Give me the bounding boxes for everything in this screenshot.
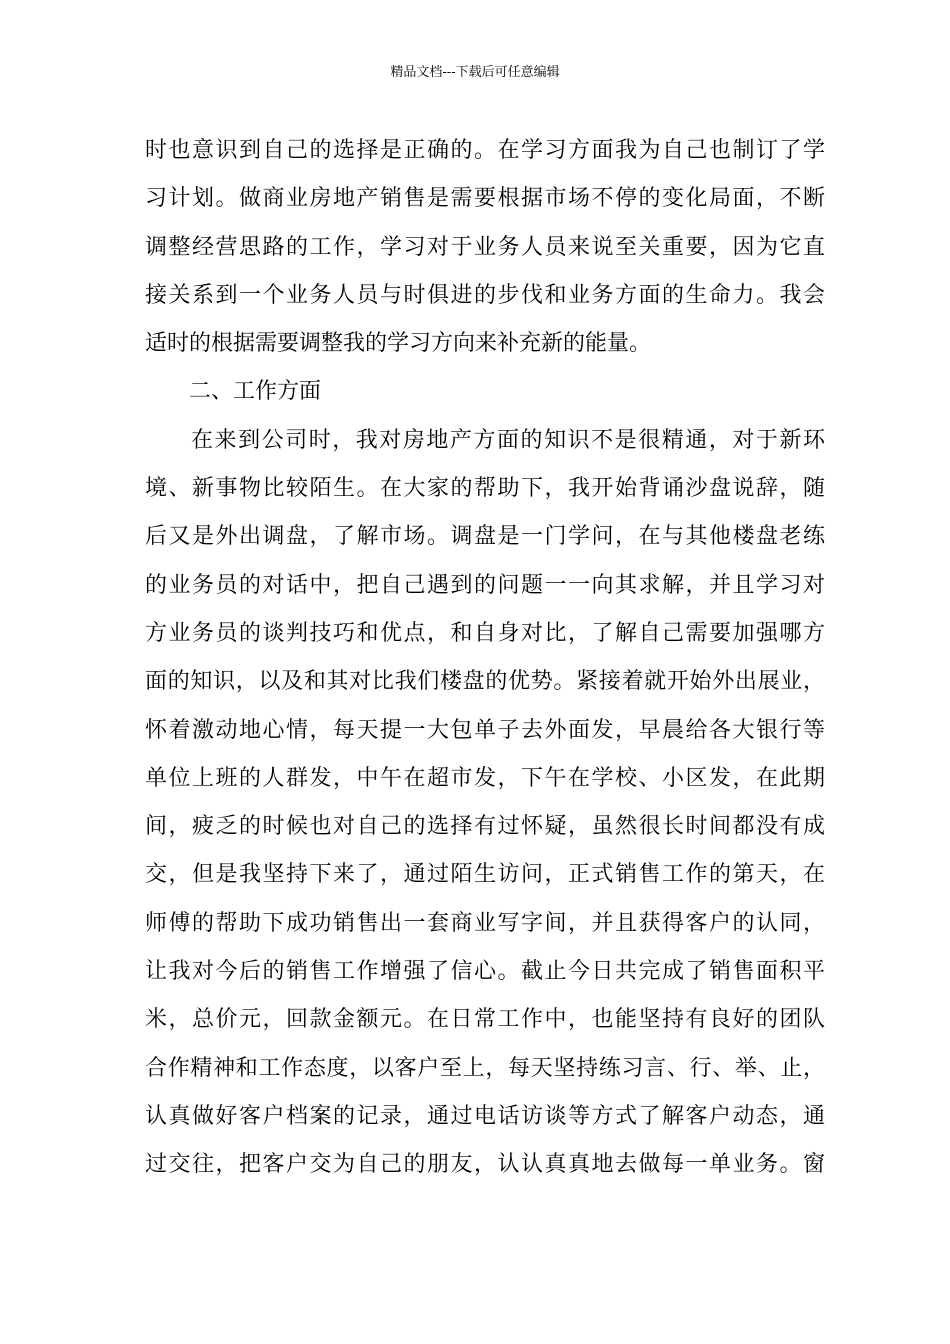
page-header: 精品文档---下载后可任意编辑 (390, 65, 560, 80)
text-line: 习计划。做商业房地产销售是需要根据市场不停的变化局面，不断 (145, 186, 825, 212)
text-line: 间，疲乏的时候也对自己的选择有过怀疑，虽然很长时间都没有成 (145, 814, 825, 840)
text-line: 米，总价元，回款金额元。在日常工作中，也能坚持有良好的团队 (145, 1007, 825, 1033)
text-line: 面的知识，以及和其对比我们楼盘的优势。紧接着就开始外出展业， (145, 669, 825, 695)
text-line: 单位上班的人群发，中午在超市发，下午在学校、小区发，在此期 (145, 765, 825, 791)
text-line: 时也意识到自己的选择是正确的。在学习方面我为自己也制订了学 (145, 138, 825, 163)
document-body (145, 127, 825, 1190)
text-line: 怀着激动地心情，每天提一大包单子去外面发，早晨给各大银行等 (145, 717, 825, 743)
text-line: 认真做好客户档案的记录，通过电话访谈等方式了解客户动态，通 (145, 1103, 825, 1129)
text-line: 过交往，把客户交为自己的朋友，认认真真地去做每一单业务。窗 (145, 1152, 825, 1178)
text-line: 的业务员的对话中，把自己遇到的问题一一向其求解，并且学习对 (145, 572, 825, 598)
text-line: 境、新事物比较陌生。在大家的帮助下，我开始背诵沙盘说辞，随 (145, 476, 825, 502)
text-line: 方业务员的谈判技巧和优点，和自身对比，了解自己需要加强哪方 (145, 620, 825, 646)
text-line: 适时的根据需要调整我的学习方向来补充新的能量。 (145, 331, 652, 357)
text-line: 后又是外出调盘，了解市场。调盘是一门学问，在与其他楼盘老练 (145, 524, 825, 550)
section-heading: 二、工作方面 (189, 379, 322, 405)
text-line: 师傅的帮助下成功销售出一套商业写字间，并且获得客户的认同， (145, 910, 825, 936)
text-line: 接关系到一个业务人员与时俱进的步伐和业务方面的生命力。我会 (145, 282, 825, 308)
text-line: 合作精神和工作态度，以客户至上，每天坚持练习言、行、举、止， (145, 1055, 825, 1081)
text-line: 让我对今后的销售工作增强了信心。截止今日共完成了销售面积平 (145, 959, 825, 985)
text-line: 在来到公司时，我对房地产方面的知识不是很精通，对于新环 (191, 427, 825, 453)
text-line: 交，但是我坚持下来了，通过陌生访问，正式销售工作的第天，在 (145, 862, 825, 888)
text-line: 调整经营思路的工作，学习对于业务人员来说至关重要，因为它直 (145, 234, 825, 260)
